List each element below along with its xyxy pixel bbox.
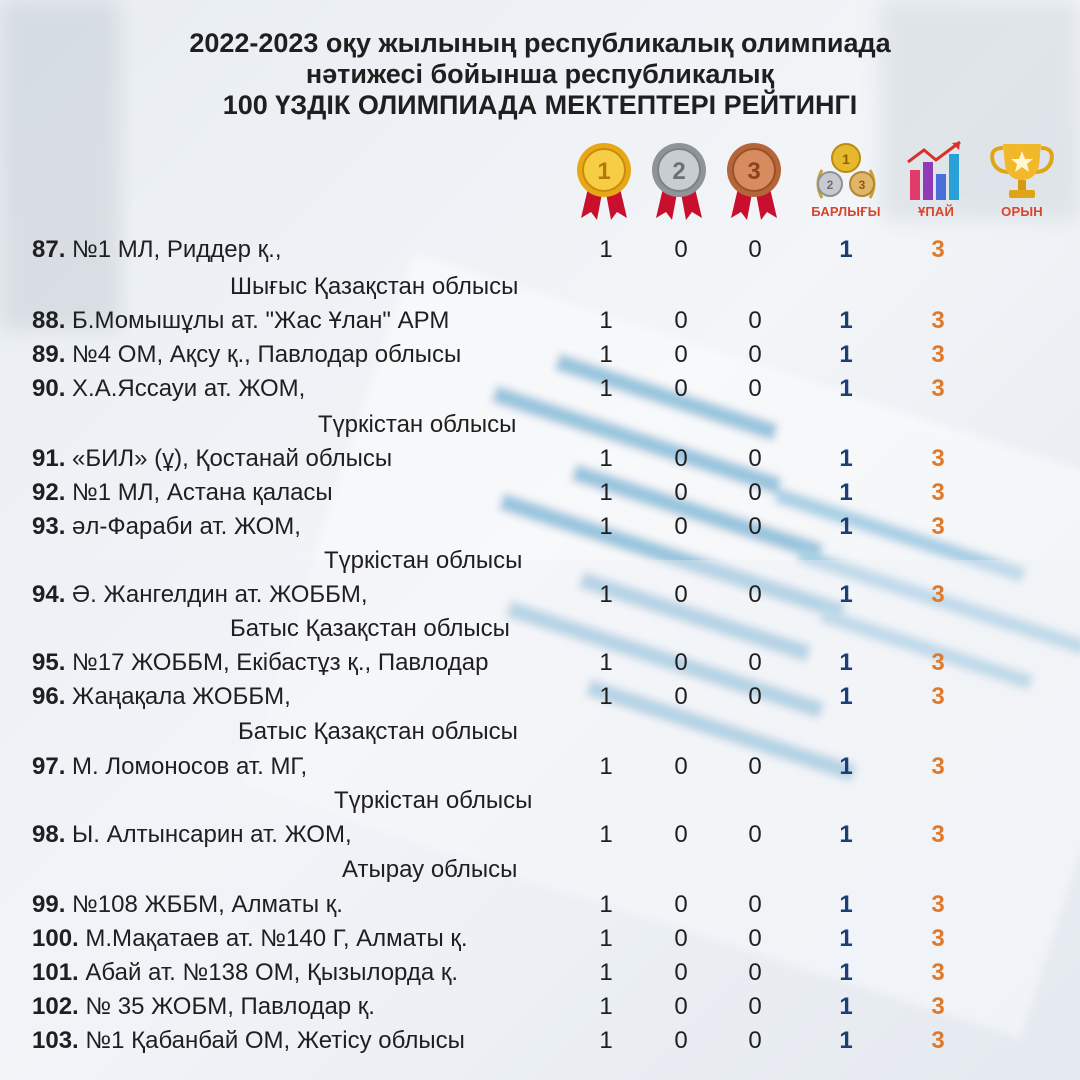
rank-number: 89.	[32, 341, 66, 368]
total-count: 1	[839, 753, 853, 780]
region-line	[0, 270, 1080, 304]
school-name	[32, 990, 375, 1024]
svg-text:3: 3	[858, 178, 866, 192]
place-value: 3	[931, 821, 945, 848]
school-name	[32, 646, 488, 680]
school-title: № 35 ЖОБМ, Павлодар қ.	[78, 993, 375, 1020]
total-count: 1	[839, 1027, 853, 1054]
svg-text:3: 3	[747, 158, 761, 185]
silver-count: 0	[674, 307, 688, 334]
bronze-count: 0	[748, 513, 762, 540]
region-line	[0, 784, 1080, 818]
gold-count: 1	[599, 513, 613, 540]
silver-count: 0	[674, 891, 688, 918]
region-text: Батыс Қазақстан облысы	[238, 718, 518, 745]
place-value: 3	[931, 581, 945, 608]
total-count: 1	[839, 959, 853, 986]
gold-count: 1	[599, 993, 613, 1020]
silver-count: 0	[674, 479, 688, 506]
ranking-row	[0, 922, 1080, 956]
bronze-count: 0	[748, 375, 762, 402]
total-count: 1	[839, 821, 853, 848]
silver-count: 0	[674, 445, 688, 472]
bronze-count: 0	[748, 959, 762, 986]
gold-count: 1	[599, 341, 613, 368]
total-count: 1	[839, 581, 853, 608]
ranking-row	[0, 304, 1080, 338]
school-name	[32, 956, 458, 990]
place-value: 3	[931, 649, 945, 676]
rank-number: 103.	[32, 1027, 79, 1054]
school-name	[32, 372, 305, 406]
school-name	[32, 818, 352, 852]
place-value: 3	[931, 925, 945, 952]
silver-count: 0	[674, 649, 688, 676]
total-count: 1	[839, 445, 853, 472]
title-line-2: нәтижесі бойынша республикалық	[305, 59, 775, 89]
school-title: М.Мақатаев ат. №140 Г, Алматы қ.	[78, 925, 468, 952]
rank-number: 95.	[32, 649, 66, 676]
region-text: Батыс Қазақстан облысы	[230, 615, 510, 642]
school-title: №17 ЖОББМ, Екібастұз қ., Павлодар	[65, 649, 489, 676]
place-value: 3	[931, 753, 945, 780]
silver-count: 0	[674, 1027, 688, 1054]
rank-number: 87.	[32, 236, 66, 263]
total-count: 1	[839, 479, 853, 506]
total-count: 1	[839, 683, 853, 710]
place-value: 3	[931, 236, 945, 263]
bronze-medal-icon	[719, 140, 789, 222]
bronze-count: 0	[748, 581, 762, 608]
ranking-row	[0, 888, 1080, 922]
ranking-row	[0, 372, 1080, 406]
gold-count: 1	[599, 683, 613, 710]
gold-medal-icon	[569, 140, 639, 222]
silver-medal-icon	[644, 140, 714, 222]
total-count: 1	[839, 375, 853, 402]
total-column-header	[806, 140, 886, 219]
school-title: Абай ат. №138 ОМ, Қызылорда қ.	[78, 959, 459, 986]
bronze-count: 0	[748, 445, 762, 472]
total-count: 1	[839, 649, 853, 676]
silver-count: 0	[674, 341, 688, 368]
gold-count: 1	[599, 649, 613, 676]
school-title: Х.А.Яссауи ат. ЖОМ,	[65, 375, 306, 402]
silver-count: 0	[674, 753, 688, 780]
school-title: «БИЛ» (ұ), Қостанай облысы	[65, 445, 393, 472]
place-value: 3	[931, 479, 945, 506]
rank-number: 102.	[32, 993, 79, 1020]
svg-text:2: 2	[826, 178, 834, 192]
school-title: №4 ОМ, Ақсу қ., Павлодар облысы	[65, 341, 462, 368]
gold-count: 1	[599, 445, 613, 472]
region-text: Шығыс Қазақстан облысы	[230, 273, 519, 300]
silver-count: 0	[674, 993, 688, 1020]
rank-number: 96.	[32, 683, 66, 710]
place-value: 3	[931, 1027, 945, 1054]
school-title: №108 ЖББМ, Алматы қ.	[65, 891, 343, 918]
silver-count: 0	[674, 925, 688, 952]
school-title: Ы. Алтынсарин ат. ЖОМ,	[65, 821, 352, 848]
place-value: 3	[931, 993, 945, 1020]
school-title: №1 МЛ, Риддер қ.,	[65, 236, 282, 263]
gold-count: 1	[599, 821, 613, 848]
school-title: Б.Момышұлы ат. "Жас Ұлан" АРМ	[65, 307, 450, 334]
rank-number: 91.	[32, 445, 66, 472]
ranking-row	[0, 646, 1080, 680]
silver-count: 0	[674, 236, 688, 263]
region-line	[0, 544, 1080, 578]
svg-text:1: 1	[597, 158, 611, 185]
bronze-count: 0	[748, 307, 762, 334]
points-column-header	[896, 140, 976, 219]
rank-number: 94.	[32, 581, 66, 608]
region-line	[0, 715, 1080, 749]
gold-count: 1	[599, 307, 613, 334]
school-title: әл-Фараби ат. ЖОМ,	[65, 513, 301, 540]
title-line-3: 100 ҮЗДІК ОЛИМПИАДА МЕКТЕПТЕРІ РЕЙТИНГІ	[222, 90, 858, 120]
bronze-count: 0	[748, 753, 762, 780]
total-count: 1	[839, 891, 853, 918]
region-text: Атырау облысы	[342, 856, 518, 883]
place-value: 3	[931, 513, 945, 540]
total-count: 1	[839, 307, 853, 334]
region-text: Түркістан облысы	[318, 411, 517, 438]
ranking-row	[0, 476, 1080, 510]
region-line	[0, 853, 1080, 887]
bronze-count: 0	[748, 683, 762, 710]
silver-count: 0	[674, 513, 688, 540]
svg-text:2: 2	[672, 158, 686, 185]
silver-count: 0	[674, 959, 688, 986]
medals-group-icon	[808, 140, 884, 202]
place-column-header	[982, 140, 1062, 219]
svg-text:1: 1	[842, 151, 850, 167]
rank-number: 101.	[32, 959, 79, 986]
school-title: М. Ломоносов ат. МГ,	[65, 753, 308, 780]
place-value: 3	[931, 445, 945, 472]
school-title: Ә. Жангелдин ат. ЖОББМ,	[65, 581, 368, 608]
trophy-icon	[987, 140, 1057, 202]
school-name	[32, 888, 343, 922]
place-value: 3	[931, 891, 945, 918]
bronze-count: 0	[748, 341, 762, 368]
place-value: 3	[931, 959, 945, 986]
rank-number: 97.	[32, 753, 66, 780]
place-value: 3	[931, 375, 945, 402]
bronze-count: 0	[748, 236, 762, 263]
gold-count: 1	[599, 753, 613, 780]
gold-count: 1	[599, 891, 613, 918]
silver-count: 0	[674, 581, 688, 608]
school-name	[32, 510, 301, 544]
region-text: Түркістан облысы	[334, 787, 533, 814]
gold-count: 1	[599, 959, 613, 986]
gold-count: 1	[599, 236, 613, 263]
ranking-row	[0, 818, 1080, 852]
school-name	[32, 338, 461, 372]
total-count: 1	[839, 925, 853, 952]
school-name	[32, 1024, 465, 1058]
points-label: ҰПАЙ	[917, 204, 955, 219]
school-name	[32, 233, 282, 267]
region-line	[0, 408, 1080, 442]
school-name	[32, 750, 307, 784]
bronze-column-header	[714, 140, 794, 222]
bronze-count: 0	[748, 993, 762, 1020]
gold-count: 1	[599, 375, 613, 402]
ranking-row	[0, 680, 1080, 714]
ranking-row	[0, 233, 1080, 267]
total-count: 1	[839, 341, 853, 368]
rank-number: 90.	[32, 375, 66, 402]
ranking-row	[0, 578, 1080, 612]
total-label: БАРЛЫҒЫ	[811, 204, 881, 219]
rank-number: 100.	[32, 925, 79, 952]
total-count: 1	[839, 236, 853, 263]
ranking-row	[0, 750, 1080, 784]
bronze-count: 0	[748, 1027, 762, 1054]
school-name	[32, 578, 368, 612]
ranking-row	[0, 442, 1080, 476]
rank-number: 98.	[32, 821, 66, 848]
bronze-count: 0	[748, 649, 762, 676]
school-name	[32, 476, 333, 510]
gold-count: 1	[599, 581, 613, 608]
region-text: Түркістан облысы	[324, 547, 523, 574]
school-name	[32, 922, 468, 956]
school-name	[32, 680, 291, 714]
bronze-count: 0	[748, 479, 762, 506]
place-value: 3	[931, 341, 945, 368]
silver-column-header	[639, 140, 719, 222]
silver-count: 0	[674, 821, 688, 848]
ranking-row	[0, 990, 1080, 1024]
ranking-row	[0, 510, 1080, 544]
page-title	[0, 28, 1080, 121]
gold-column-header	[564, 140, 644, 222]
rank-number: 99.	[32, 891, 66, 918]
gold-count: 1	[599, 479, 613, 506]
rank-number: 88.	[32, 307, 66, 334]
school-name	[32, 304, 449, 338]
ranking-row	[0, 956, 1080, 990]
silver-count: 0	[674, 683, 688, 710]
title-line-1: 2022-2023 оқу жылының республикалық олимпиада	[189, 28, 891, 58]
place-value: 3	[931, 307, 945, 334]
gold-count: 1	[599, 925, 613, 952]
bronze-count: 0	[748, 925, 762, 952]
rank-number: 93.	[32, 513, 66, 540]
school-title: №1 МЛ, Астана қаласы	[65, 479, 333, 506]
place-value: 3	[931, 683, 945, 710]
bronze-count: 0	[748, 891, 762, 918]
school-title: Жаңақала ЖОББМ,	[65, 683, 291, 710]
ranking-row	[0, 1024, 1080, 1058]
total-count: 1	[839, 513, 853, 540]
ranking-row	[0, 338, 1080, 372]
silver-count: 0	[674, 375, 688, 402]
school-name	[32, 442, 392, 476]
school-title: №1 Қабанбай ОМ, Жетісу облысы	[78, 1027, 465, 1054]
bar-chart-icon	[904, 140, 968, 202]
gold-count: 1	[599, 1027, 613, 1054]
bronze-count: 0	[748, 821, 762, 848]
region-line	[0, 612, 1080, 646]
rank-number: 92.	[32, 479, 66, 506]
total-count: 1	[839, 993, 853, 1020]
place-label: ОРЫН	[1001, 204, 1043, 219]
